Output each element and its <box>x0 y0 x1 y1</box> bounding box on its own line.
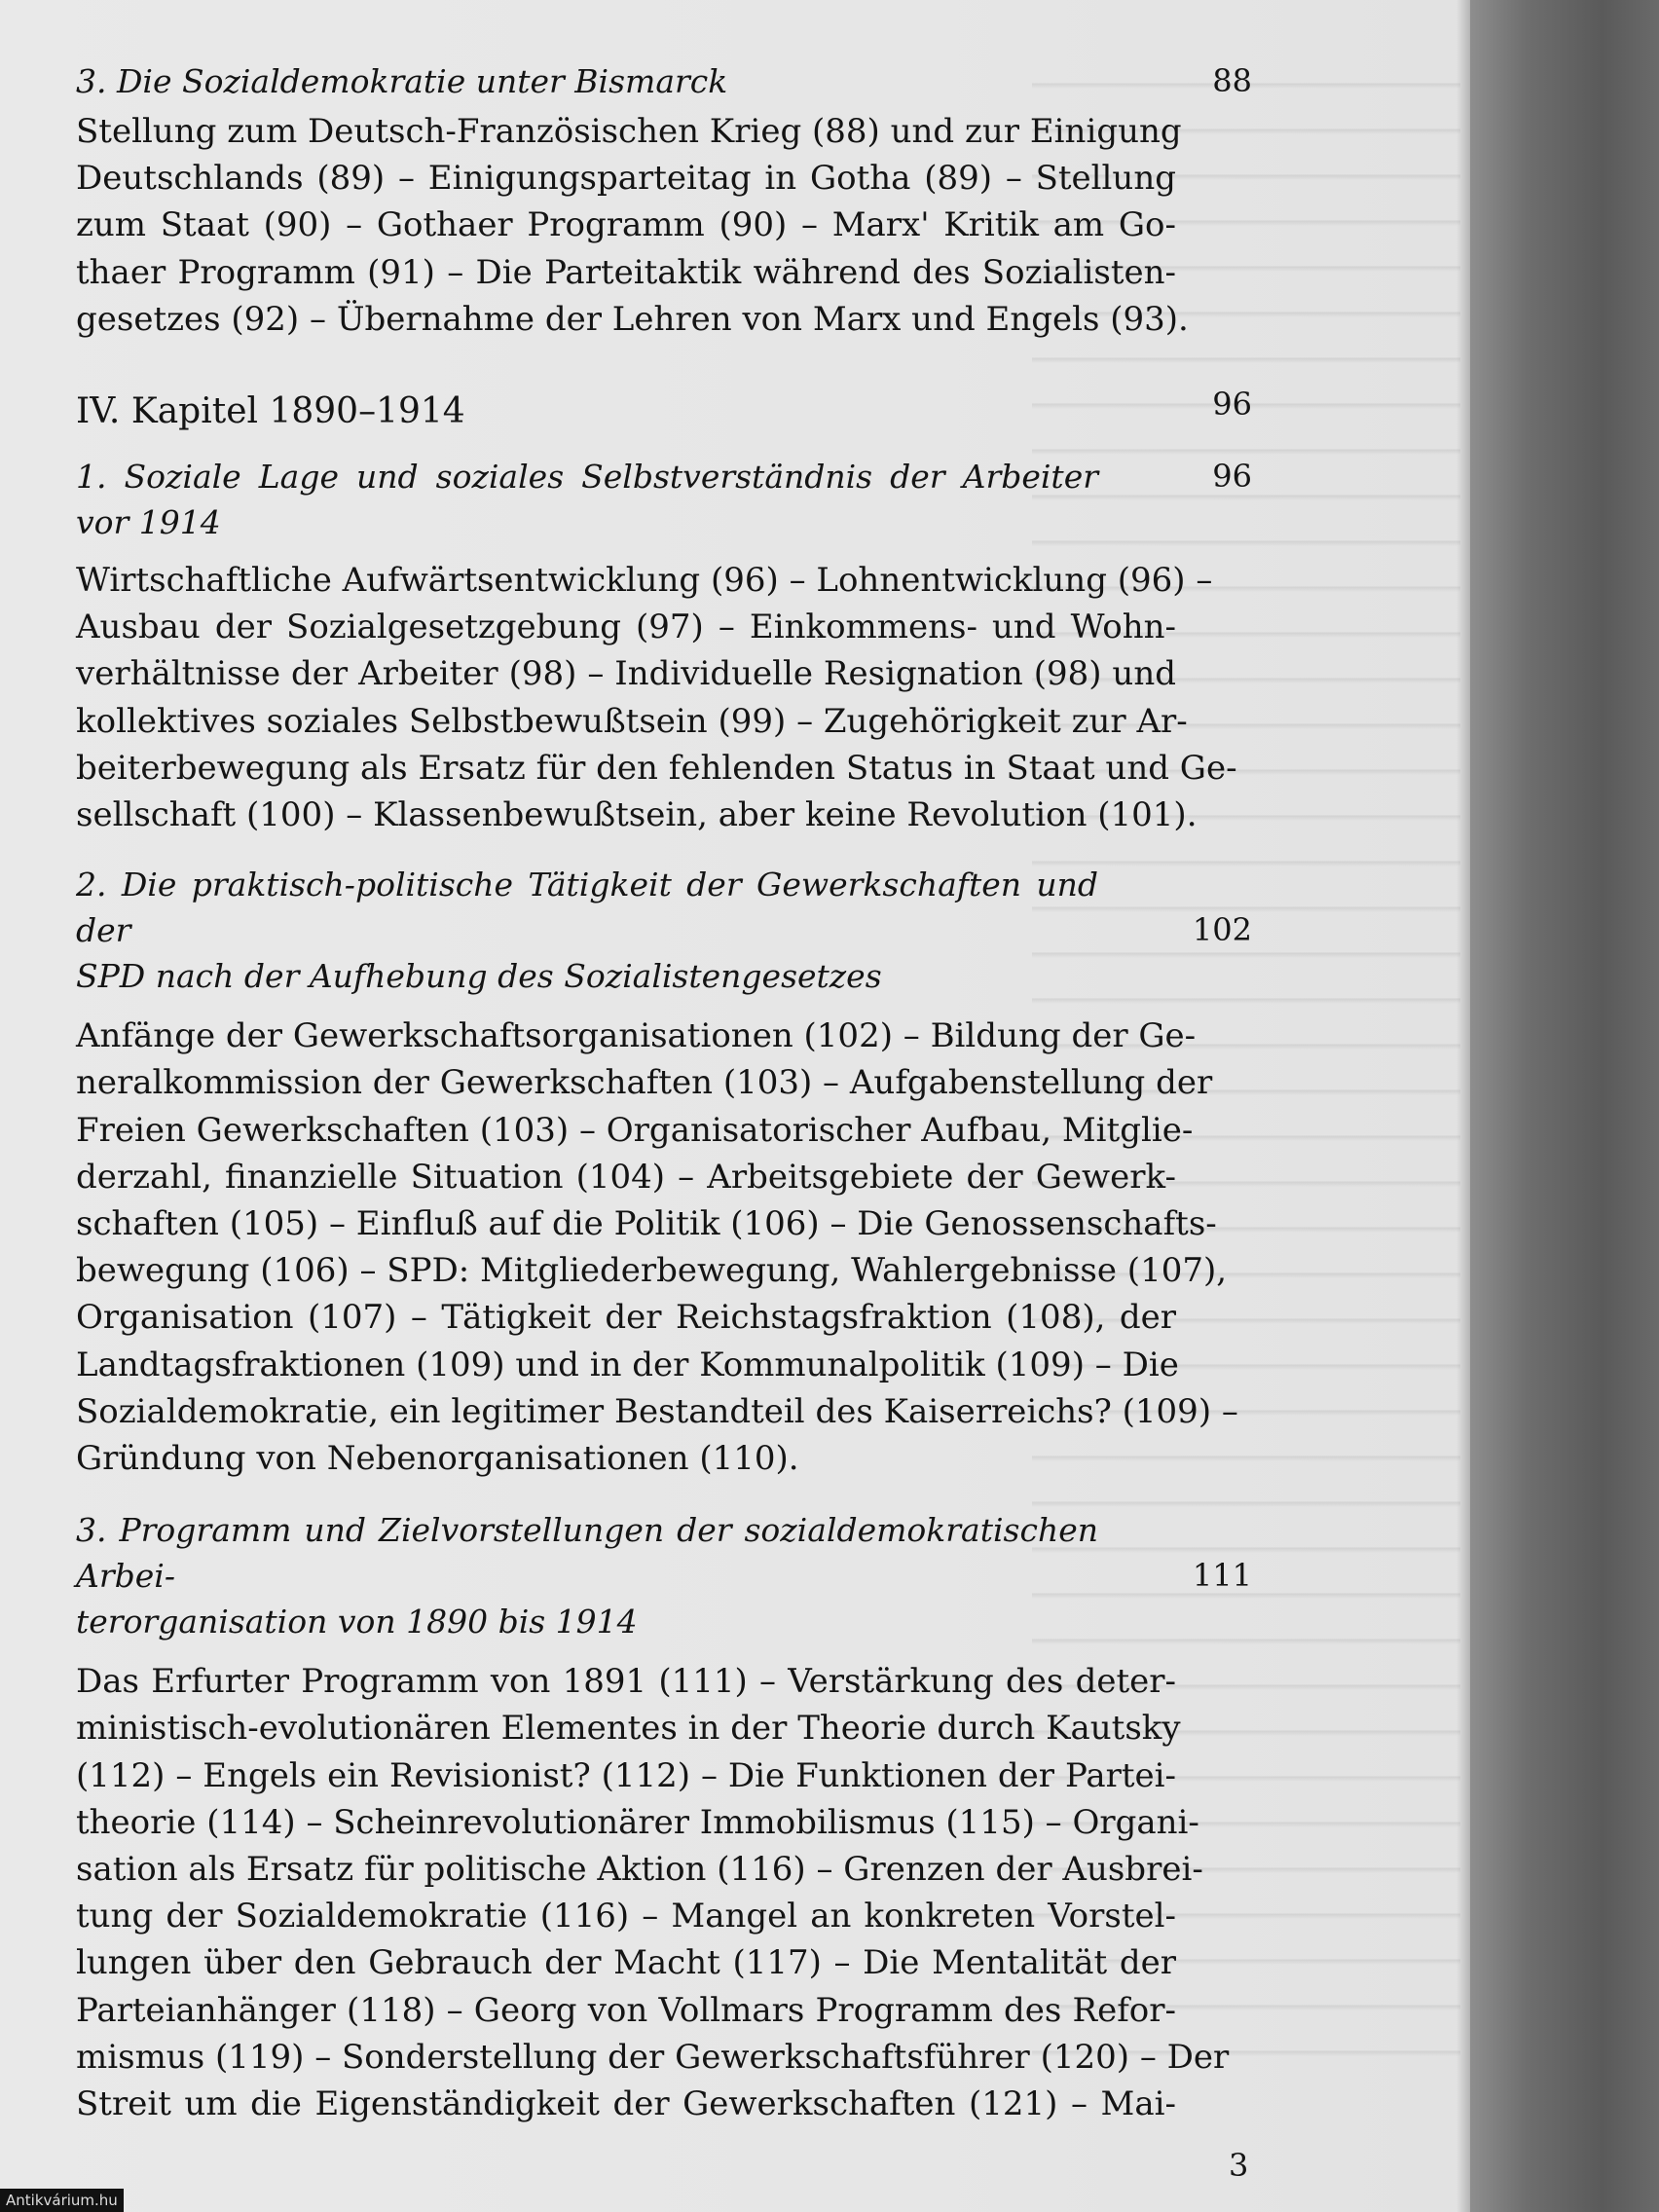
section-summary <box>76 557 1237 838</box>
summary-line: ministisch-evolutionären Elementes in der Theorie durch Kautsky <box>76 1709 1181 1749</box>
section-summary <box>76 1013 1238 1482</box>
summary-line: derzahl, finanzielle Situation (104) – Arbeitsgebiete der Gewerk- <box>76 1157 1176 1197</box>
watermark-label: Antikvárium.hu <box>0 2189 124 2212</box>
summary-line: Parteianhänger (118) – Georg von Vollmars Programm des Refor- <box>76 1990 1176 2030</box>
summary-line: schaften (105) – Einfluß auf die Politik (106) – Die Genossenschafts- <box>76 1204 1217 1244</box>
section-heading-line: 3. Programm und Zielvorstellungen der sozialdemokratischen Arbei- <box>76 1511 1098 1596</box>
summary-line: tung der Sozialdemokratie (116) – Mangel an konkreten Vorstel- <box>76 1897 1176 1936</box>
book-spine <box>1470 0 1659 2212</box>
table-of-contents <box>76 58 1252 2127</box>
section-heading-line: terorganisation von 1890 bis 1914 <box>76 1603 638 1641</box>
section-page-ref: 111 <box>1192 1557 1252 1595</box>
summary-line: mismus (119) – Sonderstellung der Gewerkschaftsführer (120) – Der <box>76 2037 1230 2077</box>
section-summary <box>76 1658 1230 2127</box>
summary-line: Streit um die Eigenständigkeit der Gewerkschaften (121) – Mai- <box>76 2084 1176 2124</box>
chapter-heading <box>76 386 1252 436</box>
section-heading-programm-zielvorstellungen <box>76 1507 1252 1644</box>
summary-line: zum Staat (90) – Gothaer Programm (90) – Marx' Kritik am Go- <box>76 205 1176 245</box>
summary-line: beiterbewegung als Ersatz für den fehlenden Status in Staat und Ge- <box>76 748 1237 788</box>
summary-line: verhältnisse der Arbeiter (98) – Individuelle Resignation (98) und <box>76 654 1176 694</box>
section-heading-soziale-lage <box>76 454 1252 545</box>
page-number: 3 <box>1229 2147 1249 2184</box>
summary-line: theorie (114) – Scheinrevolutionärer Immobilismus (115) – Organi- <box>76 1802 1199 1842</box>
summary-line: Anfänge der Gewerkschaftsorganisationen (102) – Bildung der Ge- <box>76 1016 1197 1056</box>
summary-line: sation als Ersatz für politische Aktion (116) – Grenzen der Ausbrei- <box>76 1850 1203 1890</box>
summary-line: Gründung von Nebenorganisationen (110). <box>76 1439 799 1479</box>
summary-line: kollektives soziales Selbstbewußtsein (99) – Zugehörigkeit zur Ar- <box>76 701 1188 741</box>
section-heading-line: 1. Soziale Lage und soziales Selbstverständnis der Arbeiter vor 1914 <box>76 458 1098 542</box>
summary-line: sellschaft (100) – Klassenbewußtsein, aber keine Revolution (101). <box>76 795 1198 835</box>
summary-line: Landtagsfraktionen (109) und in der Kommunalpolitik (109) – Die <box>76 1345 1179 1384</box>
summary-line: Organisation (107) – Tätigkeit der Reichstagsfraktion (108), der <box>76 1298 1176 1338</box>
summary-line: lungen über den Gebrauch der Macht (117) – Die Mentalität der <box>76 1943 1176 1983</box>
section-heading-line: SPD nach der Aufhebung des Sozialistengesetzes <box>76 957 882 996</box>
section-page-ref: 102 <box>1192 911 1252 949</box>
section-heading-line: 2. Die praktisch-politische Tätigkeit der Gewerkschaften und der <box>76 866 1098 950</box>
summary-line: Stellung zum Deutsch-Französischen Krieg (88) und zur Einigung <box>76 112 1182 151</box>
section-page-ref: 96 <box>1212 458 1252 496</box>
summary-line: Sozialdemokratie, ein legitimer Bestandteil des Kaiserreichs? (109) – <box>76 1391 1238 1431</box>
section-heading-line: 3. Die Sozialdemokratie unter Bismarck <box>76 62 728 100</box>
summary-line: thaer Programm (91) – Die Parteitaktik während des Sozialisten- <box>76 252 1176 292</box>
section-heading-sozialdemokratie-bismarck <box>76 58 1252 104</box>
summary-line: Freien Gewerkschaften (103) – Organisatorischer Aufbau, Mitglie- <box>76 1110 1194 1150</box>
summary-line: gesetzes (92) – Übernahme der Lehren von Marx und Engels (93). <box>76 299 1189 339</box>
section-heading-gewerkschaften <box>76 862 1252 999</box>
chapter-page-ref: 96 <box>1212 386 1252 424</box>
summary-line: bewegung (106) – SPD: Mitgliederbewegung, Wahlergebnisse (107), <box>76 1251 1228 1291</box>
section-summary <box>76 108 1189 343</box>
section-page-ref: 88 <box>1212 62 1252 99</box>
summary-line: Deutschlands (89) – Einigungsparteitag in Gotha (89) – Stellung <box>76 159 1176 199</box>
summary-line: neralkommission der Gewerkschaften (103) – Aufgabenstellung der <box>76 1063 1213 1103</box>
summary-line: (112) – Engels ein Revisionist? (112) – Die Funktionen der Partei- <box>76 1755 1176 1795</box>
summary-line: Ausbau der Sozialgesetzgebung (97) – Einkommens- und Wohn- <box>76 608 1176 647</box>
chapter-title: IV. Kapitel 1890–1914 <box>76 391 465 432</box>
summary-line: Das Erfurter Programm von 1891 (111) – Verstärkung des deter- <box>76 1662 1176 1702</box>
summary-line: Wirtschaftliche Aufwärtsentwicklung (96) – Lohnentwicklung (96) – <box>76 561 1213 601</box>
